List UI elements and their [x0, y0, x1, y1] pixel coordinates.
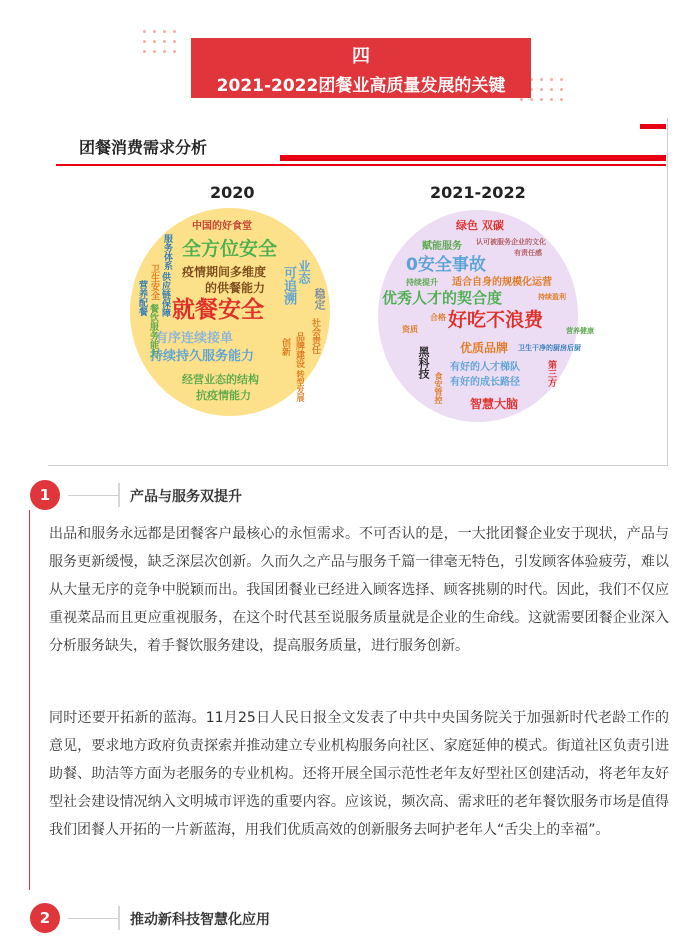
- cloud-word: 业态: [297, 260, 311, 284]
- cloud-word: 持续盈利: [538, 293, 566, 301]
- panel-accent-bar: [640, 124, 666, 129]
- cloud-word: 疫情期间多维度: [182, 265, 267, 279]
- section-title: 推动新科技智慧化应用: [130, 912, 270, 928]
- cloud-word: 社会责任: [310, 318, 320, 354]
- cloud-word: 营养配餐: [137, 280, 147, 316]
- cloud-word: 有序连续接单: [155, 331, 234, 346]
- section-separator: [118, 906, 120, 930]
- cloud-word: 经营业态的结构: [182, 373, 259, 386]
- panel-divider-thin: [56, 164, 666, 166]
- paragraph-2: 同时还要开拓新的蓝海。11月25日人民日报全文发表了中共中央国务院关于加强新时代老龄工作的意见，要求地方政府负责探索并推动建立专业机构服务向社区、家庭延伸的模式。街道社区负责引进助餐、助洁等方面为老服务的专业机构。还将开展全国示范性老年友好型社区创建活动，将老年友好型社会建设情况纳入文明城市评选的重要内容。应该说，频次高、需求旺的老年餐饮服务市场是值得我们团餐人开拓的一片新蓝海，用我们优质高效的创新服务去呵护老年人“舌尖上的幸福”。: [49, 710, 669, 838]
- cloud-word: 资质: [402, 325, 418, 334]
- section-heading-1: [30, 480, 670, 510]
- cloud-word: 智慧大脑: [470, 397, 519, 411]
- cloud-word: 品牌建设: [294, 332, 304, 368]
- cloud-word: 就餐安全: [172, 297, 264, 323]
- content-left-rule: [29, 510, 30, 890]
- cloud-word: 优质品牌: [460, 341, 509, 355]
- word-cloud-2021-2022: [378, 210, 594, 422]
- cloud-word: 卫生安全: [149, 264, 159, 300]
- panel-divider-thick: [280, 155, 666, 161]
- cloud-word: 有责任感: [514, 249, 542, 257]
- cloud-word: 有好的人才梯队: [450, 362, 520, 373]
- cloud-word: 优秀人才的契合度: [382, 289, 503, 307]
- cloud-word: 创新: [280, 338, 290, 356]
- cloud-word: 抗疫情能力: [196, 389, 251, 402]
- cloud-word: 有好的成长路径: [450, 377, 520, 388]
- cloud-word: 赋能服务: [422, 241, 462, 252]
- cloud-word: 服务体系: [162, 234, 172, 270]
- cloud-word: 持续持久服务能力: [150, 349, 255, 364]
- cloud-word: 转型发展: [296, 370, 305, 402]
- section-connector-line: [68, 918, 118, 919]
- panel-title: 团餐消费需求分析: [79, 138, 208, 157]
- cloud-word: 第三方: [546, 360, 556, 387]
- year-2021-2022: 2021-2022: [430, 183, 526, 202]
- word-cloud-2020: [130, 208, 330, 416]
- cloud-word: 卫生干净的厨房后厨: [518, 344, 581, 352]
- section-number-badge: 2: [30, 903, 60, 933]
- cloud-word: 营养健康: [566, 327, 594, 335]
- cloud-word: 食安管控: [434, 372, 443, 404]
- cloud-word: 中国的好食堂: [192, 221, 252, 232]
- banner-title: 2021-2022团餐业高质量发展的关键: [216, 76, 506, 96]
- cloud-word: 绿色 双碳: [456, 219, 504, 232]
- cloud-word: 0安全事故: [406, 255, 486, 275]
- year-2020: 2020: [210, 183, 255, 202]
- cloud-word: 好吃不浪费: [448, 309, 544, 331]
- cloud-word: 合格: [430, 313, 446, 322]
- section-connector-line: [68, 495, 118, 496]
- cloud-word: 餐饮服务能力: [148, 304, 158, 358]
- cloud-word: 适合自身的规模化运营: [452, 277, 552, 288]
- paragraph-1: 出品和服务永远都是团餐客户最核心的永恒需求。不可否认的是，一大批团餐企业安于现状，产品与服务更新缓慢，缺乏深层次创新。久而久之产品与服务千篇一律毫无特色，引发顾客体验疲劳，难以从大量无序的竞争中脱颖而出。我国团餐业已经进入顾客选择、顾客挑剔的时代。因此，我们不仅应重视菜品而且更应重视服务，在这个时代甚至说服务质量就是企业的生命线。这就需要团餐企业深入分析服务缺失，着手餐饮服务建设，提高服务质量，进行服务创新。: [49, 526, 669, 654]
- cloud-word: 的供餐能力: [205, 281, 266, 295]
- cloud-word: 稳定: [313, 288, 326, 310]
- cloud-word: 黑科技: [417, 346, 430, 379]
- section-title: 产品与服务双提升: [130, 489, 242, 505]
- banner-number: 四: [352, 46, 370, 67]
- section-separator: [118, 483, 120, 507]
- cloud-word: 持续提升: [406, 278, 438, 287]
- cloud-word: 全方位安全: [182, 238, 278, 260]
- cloud-word: 供应链保障: [160, 272, 170, 317]
- section-banner: [191, 38, 531, 98]
- cloud-word: 认可被服务企业的文化: [476, 238, 546, 246]
- section-heading-2: [30, 903, 670, 933]
- section-number-badge: 1: [30, 480, 60, 510]
- cloud-word: 可追溯: [281, 266, 296, 305]
